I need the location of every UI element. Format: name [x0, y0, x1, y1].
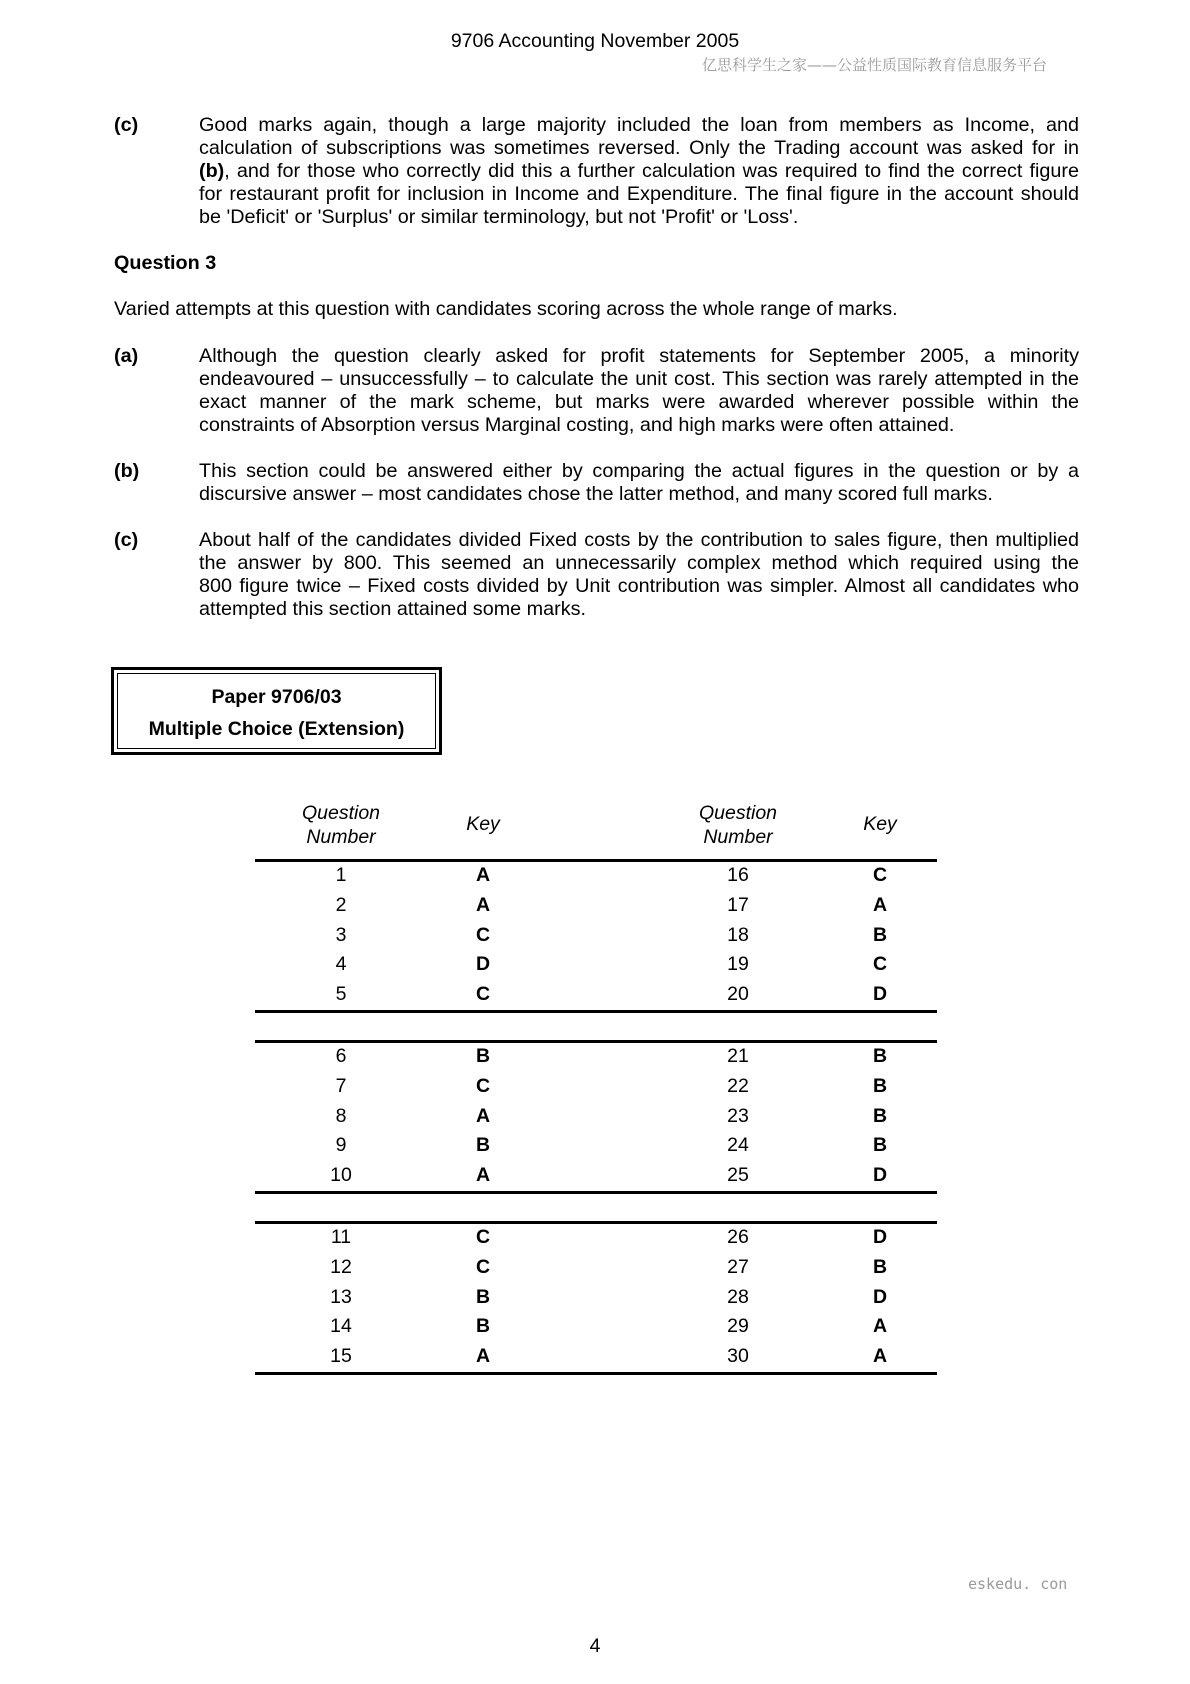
question-number: 4	[335, 953, 347, 976]
page-header-title: 9706 Accounting November 2005	[450, 30, 740, 52]
answer-group-2	[0, 1042, 1190, 1191]
paragraph-line: Although the question clearly asked for profit statements for September 2005, a minority	[199, 345, 1079, 367]
answer-key: D	[872, 1164, 888, 1187]
answer-key: D	[475, 953, 491, 976]
paragraph-line: Good marks again, though a large majority included the loan from members as Income, and	[199, 114, 1079, 136]
part-b-paragraph	[199, 460, 1079, 506]
table-row	[0, 1253, 1190, 1283]
answer-key: A	[475, 1164, 491, 1187]
table-row	[0, 1161, 1190, 1191]
question-number: 25	[727, 1164, 749, 1187]
question-number: 21	[727, 1045, 749, 1067]
part-a-paragraph	[199, 345, 1079, 437]
table-row	[0, 1283, 1190, 1313]
part-c-intro-paragraph	[199, 114, 1079, 229]
part-c-paragraph	[199, 529, 1079, 621]
answer-key: C	[475, 1255, 491, 1278]
question-number: 23	[727, 1104, 749, 1127]
table-rule	[255, 1191, 937, 1194]
header-text: Question	[301, 802, 381, 824]
part-c-intro-label: (c)	[114, 114, 139, 136]
header-text: Number	[306, 825, 376, 848]
column-header-key-2: Key	[863, 813, 897, 835]
answer-key: B	[872, 1134, 888, 1157]
answer-key: C	[475, 1226, 491, 1248]
question-number: 20	[727, 983, 749, 1006]
column-header-key-1: Key	[466, 813, 500, 835]
part-c-label: (c)	[114, 529, 139, 551]
question-number: 24	[727, 1134, 749, 1157]
table-row	[0, 921, 1190, 951]
answer-key: D	[872, 1285, 888, 1308]
question-number: 17	[727, 893, 749, 916]
column-header-question-number-1	[261, 802, 421, 849]
question-number: 12	[330, 1255, 352, 1278]
table-row	[0, 1223, 1190, 1253]
question-3-heading: Question 3	[114, 252, 217, 274]
answer-key: A	[872, 893, 888, 916]
answer-key: A	[475, 864, 491, 886]
question-number: 27	[727, 1255, 749, 1278]
header-text: Question	[698, 802, 778, 824]
question-number: 26	[727, 1226, 749, 1248]
question-number: 30	[727, 1345, 749, 1368]
answer-key: C	[872, 953, 888, 976]
answer-key: D	[872, 983, 888, 1006]
answer-key: A	[475, 1345, 491, 1368]
question-number: 9	[335, 1134, 347, 1157]
answer-key: D	[872, 1226, 888, 1248]
question-number: 29	[727, 1315, 749, 1338]
site-watermark: eskedu. con	[968, 1575, 1068, 1593]
part-a-label: (a)	[114, 345, 139, 367]
paper-title-box	[111, 667, 442, 755]
watermark-text: 亿思科学生之家——公益性质国际教育信息服务平台	[701, 56, 1047, 74]
question-number: 16	[727, 864, 749, 886]
answer-key: B	[872, 1255, 888, 1278]
table-row	[0, 1102, 1190, 1132]
answer-group-1	[0, 861, 1190, 1010]
part-b-label: (b)	[114, 460, 140, 482]
answer-key: B	[872, 1045, 888, 1067]
question-number: 2	[335, 893, 347, 916]
table-rule	[255, 1010, 937, 1013]
question-number: 7	[335, 1074, 347, 1097]
answer-key: B	[475, 1285, 491, 1308]
paragraph-line: attempted this section attained some marks.	[199, 598, 587, 620]
answer-key: A	[475, 1104, 491, 1127]
paper-subtitle: Multiple Choice (Extension)	[148, 718, 405, 740]
bold-reference: (b)	[199, 160, 225, 182]
answer-key: C	[475, 983, 491, 1006]
paragraph-line: be 'Deficit' or 'Surplus' or similar terminology, but not 'Profit' or 'Loss'.	[199, 206, 799, 228]
answer-key: B	[872, 923, 888, 946]
answer-key: A	[872, 1345, 888, 1368]
answer-key: C	[475, 1074, 491, 1097]
question-number: 3	[335, 923, 347, 946]
table-rule	[255, 1372, 937, 1375]
table-row	[0, 1312, 1190, 1342]
question-number: 10	[330, 1164, 352, 1187]
paragraph-line: discursive answer – most candidates chose the latter method, and many scored full marks.	[199, 483, 993, 505]
table-row	[0, 980, 1190, 1010]
answer-key: B	[475, 1134, 491, 1157]
column-header-question-number-2	[658, 802, 818, 849]
answer-key: B	[872, 1104, 888, 1127]
question-number: 15	[330, 1345, 352, 1368]
question-number: 18	[727, 923, 749, 946]
paragraph-line: 800 figure twice – Fixed costs divided by Unit contribution was simpler. Almost all candidates who	[199, 575, 1079, 597]
table-row	[0, 1131, 1190, 1161]
question-number: 28	[727, 1285, 749, 1308]
question-number: 14	[330, 1315, 352, 1338]
answer-key: B	[475, 1315, 491, 1338]
question-number: 22	[727, 1074, 749, 1097]
answer-group-3	[0, 1223, 1190, 1372]
question-number: 5	[335, 983, 347, 1006]
paragraph-line: exact manner of the mark scheme, but marks were awarded wherever possible within the	[199, 391, 1079, 413]
question-number: 8	[335, 1104, 347, 1127]
table-row	[0, 1072, 1190, 1102]
paragraph-line: About half of the candidates divided Fixed costs by the contribution to sales figure, then multiplied	[199, 529, 1079, 551]
header-text: Number	[703, 825, 773, 848]
table-row	[0, 1342, 1190, 1372]
question-3-intro: Varied attempts at this question with candidates scoring across the whole range of marks.	[114, 298, 898, 320]
page-number: 4	[589, 1635, 601, 1657]
table-row	[0, 891, 1190, 921]
paragraph-line	[199, 160, 1079, 183]
answer-key: C	[872, 864, 888, 886]
answer-key: B	[475, 1045, 491, 1067]
question-number: 1	[335, 864, 347, 886]
paragraph-line: the answer by 800. This seemed an unnecessarily complex method which required using the	[199, 552, 1079, 574]
question-number: 6	[335, 1045, 347, 1067]
answer-key: A	[475, 893, 491, 916]
paragraph-line: endeavoured – unsuccessfully – to calculate the unit cost. This section was rarely attempted in the	[199, 368, 1079, 390]
question-number: 19	[727, 953, 749, 976]
table-row	[0, 1042, 1190, 1072]
table-row	[0, 861, 1190, 891]
answer-key: B	[872, 1074, 888, 1097]
paragraph-line: This section could be answered either by comparing the actual figures in the question or by a	[199, 460, 1079, 482]
table-row	[0, 950, 1190, 980]
paragraph-line-text: , and for those who correctly did this a further calculation was required to find the correct figure	[224, 160, 1079, 182]
answer-key: C	[475, 923, 491, 946]
question-number: 11	[330, 1226, 352, 1248]
paragraph-line: calculation of subscriptions was sometimes reversed. Only the Trading account was asked for in	[199, 137, 1079, 159]
paragraph-line: for restaurant profit for inclusion in Income and Expenditure. The final figure in the account should	[199, 183, 1079, 205]
paper-code: Paper 9706/03	[211, 686, 342, 708]
question-number: 13	[330, 1285, 352, 1308]
paragraph-line: constraints of Absorption versus Marginal costing, and high marks were often attained.	[199, 414, 955, 436]
answer-key: A	[872, 1315, 888, 1338]
paper-title-box-inner	[117, 673, 436, 749]
